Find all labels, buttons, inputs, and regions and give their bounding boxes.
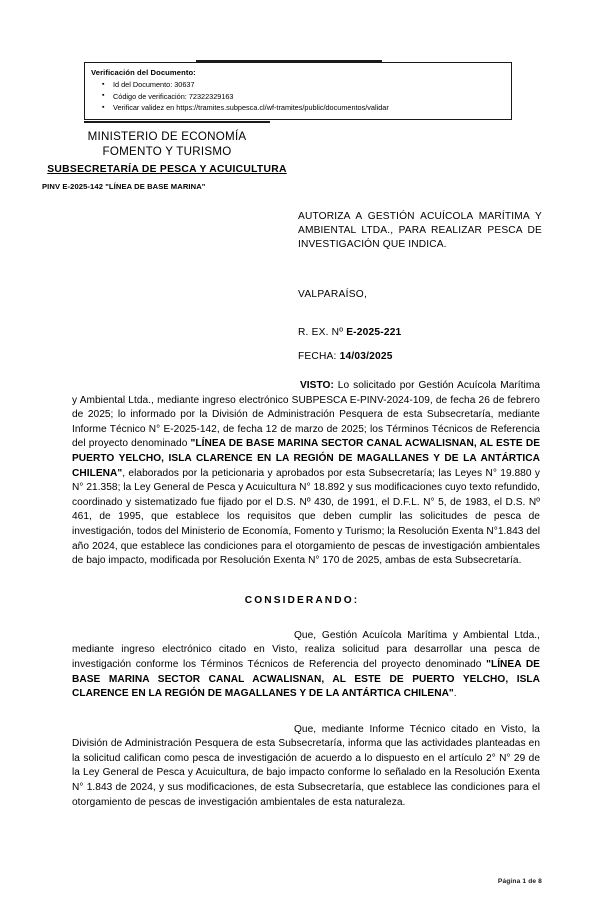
verification-item-document-id: ▪ Id del Documento: 30637 — [113, 79, 505, 91]
resolution-date-line — [298, 351, 393, 362]
visto-label: VISTO: — [300, 380, 334, 391]
scan-artifact-line-bottom — [84, 121, 270, 123]
verification-list — [91, 79, 505, 114]
page-footer: Página 1 de 8 — [497, 878, 542, 885]
considerando-heading-wrap — [72, 590, 540, 608]
que1-lead: Que, Gestión Acuícola Marítima y — [294, 629, 458, 641]
project-title-1: "LÍNEA DE BASE MARINA SECTOR CANAL ACWALISNAN, AL ESTE DE PUERTO YELCHO, ISLA CLARENCE EN LA REGIÓN DE MAGALLANES Y DE LA ANTÁRTICA CHILENA" — [72, 438, 540, 479]
que2-text: en Visto, la División de Administración Pesquera de esta Subsecretaría, informa que las actividades planteadas en la solicitud califican como pesca de investigación de acuerdo a lo dispuesto en el artículo 2° N° 29 de la Ley General de Pesca y Acuicultura, de bajo impacto conforme lo señalado en la Resolución Exenta N° 1.843 de 2024, y sus modificaciones, de esta Subsecretaría, que establece las condiciones para el otorgamiento de pescas de investigación ambientales de esta naturaleza. — [72, 723, 540, 808]
verification-item-code: ▪ Código de verificación: 72322329163 — [113, 91, 505, 103]
spacer-after-considerando — [72, 608, 540, 629]
letterhead — [36, 129, 298, 192]
visto-text-2: , elaborados por la peticionaria y aprobados por esta Subsecretaría; las Leyes N° 19.880 y N° 21.358; la Ley General de Pesca y Acuicultura N° 18.892 y sus modificaciones cuyo texto refundido, coordinado y sistematizado fue fijado por el D.S. Nº 430, de 1991, el D.F.L. N° 5, de 1983, el D.S. Nº 461, de 1995, que establece los requisitos que deben cumplir las solicitudes de pesca de investigación, todos del Ministerio de Economía, Fomento y Turismo; la Resolución Exenta N°1.843 del año 2024, que establece las condiciones para el otorgamiento de pescas de investigación ambientales de bajo impacto, modificada por Resolución Exenta N° 170 de 2025, ambas de esta Subsecretaría. — [72, 467, 540, 567]
spacer-between-ques — [72, 702, 540, 723]
project-title-2: "LÍNEA DE BASE MARINA SECTOR CANAL ACWALISNAN, AL ESTE DE PUERTO YELCHO, ISLA CLARENCE EN LA REGIÓN DE MAGALLANES Y DE LA ANTÁRTICA CHILENA" — [72, 658, 540, 700]
project-code-subtitle: PINV E-2025-142 "LÍNEA DE BASE MARINA" — [42, 181, 206, 191]
resolution-date-value: 14/03/2025 — [339, 351, 393, 362]
paragraph-visto — [72, 379, 540, 569]
verification-title: Verificación del Documento: — [91, 68, 196, 77]
spacer-after-visto — [72, 569, 540, 590]
subsecretaria-name: SUBSECRETARÍA DE PESCA Y ACUICULTURA — [47, 164, 287, 175]
verification-box — [84, 62, 512, 120]
document-body — [72, 379, 540, 810]
verification-item-url[interactable]: ▪ Verificar validez en https://tramites.subpesca.cl/wf-tramites/public/documentos/validar — [113, 102, 505, 114]
resolution-number-value: E-2025-221 — [346, 327, 402, 338]
city-line: VALPARAÍSO, — [298, 289, 368, 300]
que1-text: Ambiental Ltda., mediante ingreso electrónico citado en Visto, realiza solicitud para desarrollar una pesca de investigación conforme los Términos Técnicos de Referencia del proyecto denominado — [72, 629, 540, 670]
ministry-line-1: MINISTERIO DE ECONOMÍA — [87, 130, 247, 143]
visto-text-1: Lo solicitado por Gestión Acuícola Marítima y Ambiental Ltda., mediante ingreso electrónico SUBPESCA E-PINV-2024-109, de fecha 26 de febrero de 2025; lo informado por la División de Administración Pesquera de esta Subsecretaría, mediante Informe Técnico N° E-2025-142, de fecha 12 de marzo de 2025; los Términos Técnicos de Referencia del proyecto denominado — [72, 380, 540, 450]
ministry-line-2: FOMENTO Y TURISMO — [102, 145, 232, 158]
resolution-number-label: R. EX. Nº — [298, 327, 344, 338]
resolution-number-line — [298, 327, 401, 338]
que2-lead: Que, mediante Informe Técnico citado — [294, 723, 479, 735]
que1-tail: . — [453, 688, 457, 700]
paragraph-que-2 — [72, 723, 540, 811]
paragraph-que-1 — [72, 629, 540, 702]
verification-stamp — [84, 62, 512, 120]
resolution-subject: AUTORIZA A GESTIÓN ACUÍCOLA MARÍTIMA Y AMBIENTAL LTDA., PARA REALIZAR PESCA DE INVESTIGACIÓN QUE INDICA. — [298, 211, 542, 251]
considerando-heading: CONSIDERANDO: — [244, 594, 360, 606]
resolution-date-label: FECHA: — [298, 351, 337, 362]
